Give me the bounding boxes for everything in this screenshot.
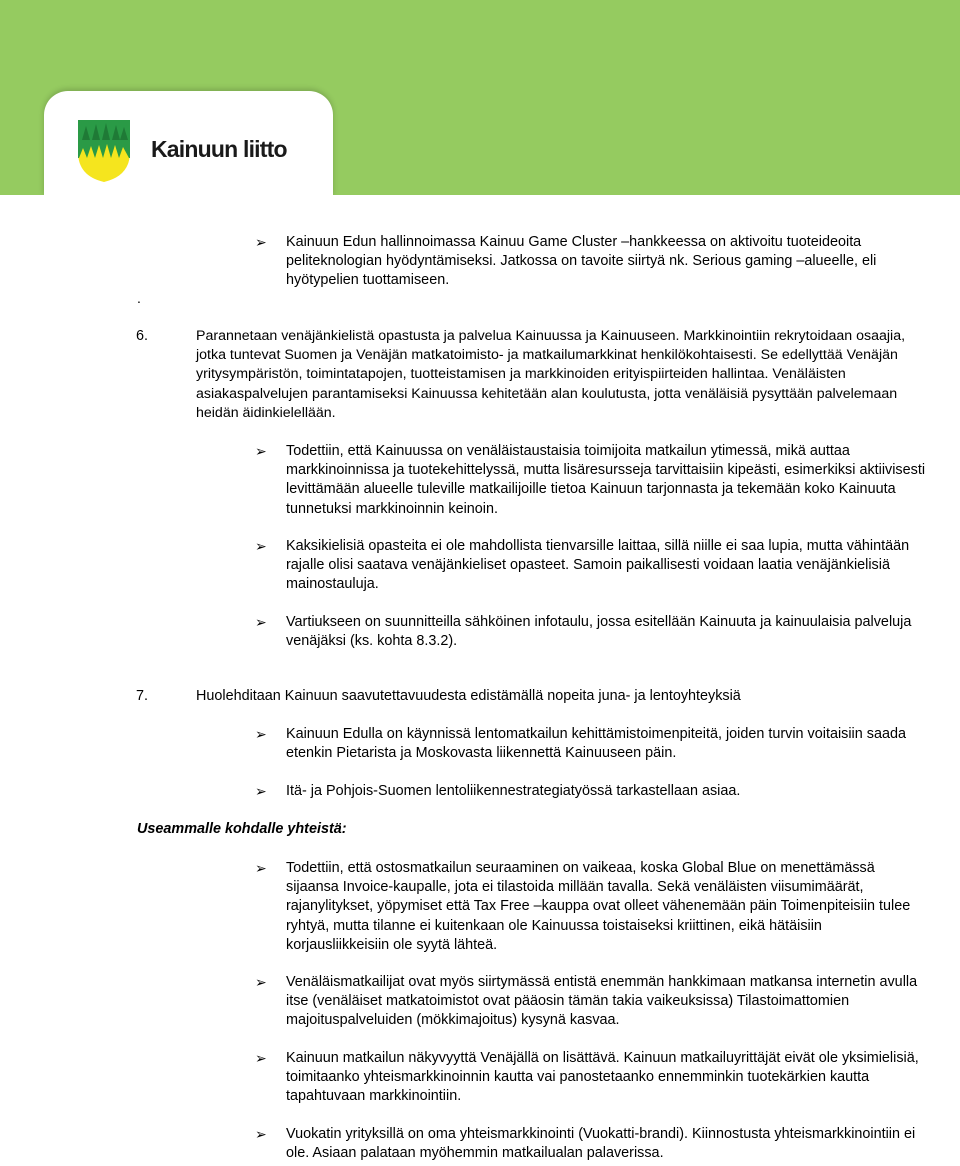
bullet-arrow-icon: ➢ <box>255 234 267 250</box>
section-7-bullet-2: Itä- ja Pohjois-Suomen lentoliikennestrategiatyössä tarkastellaan asiaa. <box>286 783 741 799</box>
section-7-text: Huolehditaan Kainuun saavutettavuudesta edistämällä nopeita juna- ja lentoyhteyksiä <box>196 688 741 704</box>
section-6-bullet-3: Vartiukseen on suunnitteilla sähköinen infotaulu, jossa esitellään Kainuuta ja kainuulaisia palveluja venäjäksi (ks. kohta 8.3.2). <box>286 614 912 650</box>
section-6-bullet-1: Todettiin, että Kainuussa on venäläistaustaisia toimijoita matkailun ytimessä, mikä auttaa markkinoinnissa ja tuotekehittelyssä, mutta lisäresursseja tarvittaisiin kipeästi, esimerkiksi aktiivisesti levittämään alueelle tuleville matkailijoille tietoa Kainuun tarjonnasta ja tekemään koko Kainuuta tunnetuksi markkinoinnin keinoin. <box>286 443 926 517</box>
top-bullet-text: Kainuun Edun hallinnoimassa Kainuu Game Cluster –hankkeessa on aktivoitu tuoteideoita peliteknologian hyödyntämiseksi. Jatkossa on tavoite siirtyä nk. Serious gaming –alueelle, eli hyötypelien tuottamiseen. <box>286 234 877 289</box>
common-heading: Useammalle kohdalle yhteistä: <box>137 821 347 837</box>
section-6-number: 6. <box>136 328 149 344</box>
stray-dot: . <box>137 290 141 306</box>
bullet-arrow-icon: ➢ <box>255 1050 267 1066</box>
section-6-bullet-2: Kaksikielisiä opasteita ei ole mahdollista tienvarsille laittaa, sillä niille ei saa lupia, mutta vähintään rajalle olisi saatava venäjänkieliset opasteet. Samoin paikallisesti voidaan laatia venäjänkielisiä mainostauluja. <box>286 538 910 593</box>
section-7-number: 7. <box>136 688 149 704</box>
org-name: Kainuun liitto <box>151 136 287 162</box>
common-bullet-4: Vuokatin yrityksillä on oma yhteismarkkinointi (Vuokatti-brandi). Kiinnostusta yhteismarkkinointiin ei ole. Asiaan palataan myöhemmin matkailualan palaverissa. <box>286 1126 916 1162</box>
bullet-arrow-icon: ➢ <box>255 538 267 554</box>
bullet-arrow-icon: ➢ <box>255 1126 267 1142</box>
bullet-arrow-icon: ➢ <box>255 860 267 876</box>
bullet-arrow-icon: ➢ <box>255 783 267 799</box>
section-6-text: Parannetaan venäjänkielistä opastusta ja palvelua Kainuussa ja Kainuuseen. Markkinointiin rekrytoidaan osaajia, jotka tuntevat Suomen ja Venäjän matkatoimisto- ja matkailumarkkinat henkilökohtaisesti. Se edellyttää Venäjän yritysympäristön, toimintatapojen, tuotteistamisen ja markkinoiden erityispiirteiden hallintaa. Venäläisten asiakaspalvelujen parantamiseksi Kainuussa kehitetään alan koulutusta, jotta venäläisiä pysyttään palvelemaan heidän äidinkielellään. <box>196 328 906 421</box>
common-bullet-2: Venäläismatkailijat ovat myös siirtymässä entistä enemmän hankkimaan matkansa internetin avulla itse (venäläiset matkatoimistot ovat pääosin tämän takia vaikeuksissa) Tilastoimattomien majoituspalveluiden (mökkimajoitus) kysynä kasvaa. <box>286 974 918 1029</box>
common-bullet-1: Todettiin, että ostosmatkailun seuraaminen on vaikeaa, koska Global Blue on menettämässä sijaansa Invoice-kaupalle, jota ei tilastoida millään tavalla. Sekä venäläisten viisumimäärät, rajanylitykset, yöpymiset että Tax Free –kauppa ovat olleet vähenemään päin Toimenpiteisiin tulee ryhtyä, mutta tilanne ei kuitenkaan ole Kainuussa toistaiseksi kriittinen, eikä hätäisiin korjausliikkeisiin ole syytä lähteä. <box>286 860 911 953</box>
bullet-arrow-icon: ➢ <box>255 974 267 990</box>
bullet-arrow-icon: ➢ <box>255 726 267 742</box>
section-7-bullet-1: Kainuun Edulla on käynnissä lentomatkailun kehittämistoimenpiteitä, joiden turvin voitaisiin saada etenkin Pietarista ja Moskovasta liikennettä Kainuuseen päin. <box>286 726 906 762</box>
bullet-arrow-icon: ➢ <box>255 443 267 459</box>
common-bullet-3: Kainuun matkailun näkyvyyttä Venäjällä on lisättävä. Kainuun matkailuyrittäjät eivät ole yksimielisiä, toimitaanko yhteismarkkinoinnin kautta vai panostetaanko ennemminkin tuotekärkien kautta tapahtuvaan markkinointiin. <box>286 1050 919 1105</box>
bullet-arrow-icon: ➢ <box>255 614 267 630</box>
kainuu-coat-of-arms-icon <box>76 118 132 184</box>
